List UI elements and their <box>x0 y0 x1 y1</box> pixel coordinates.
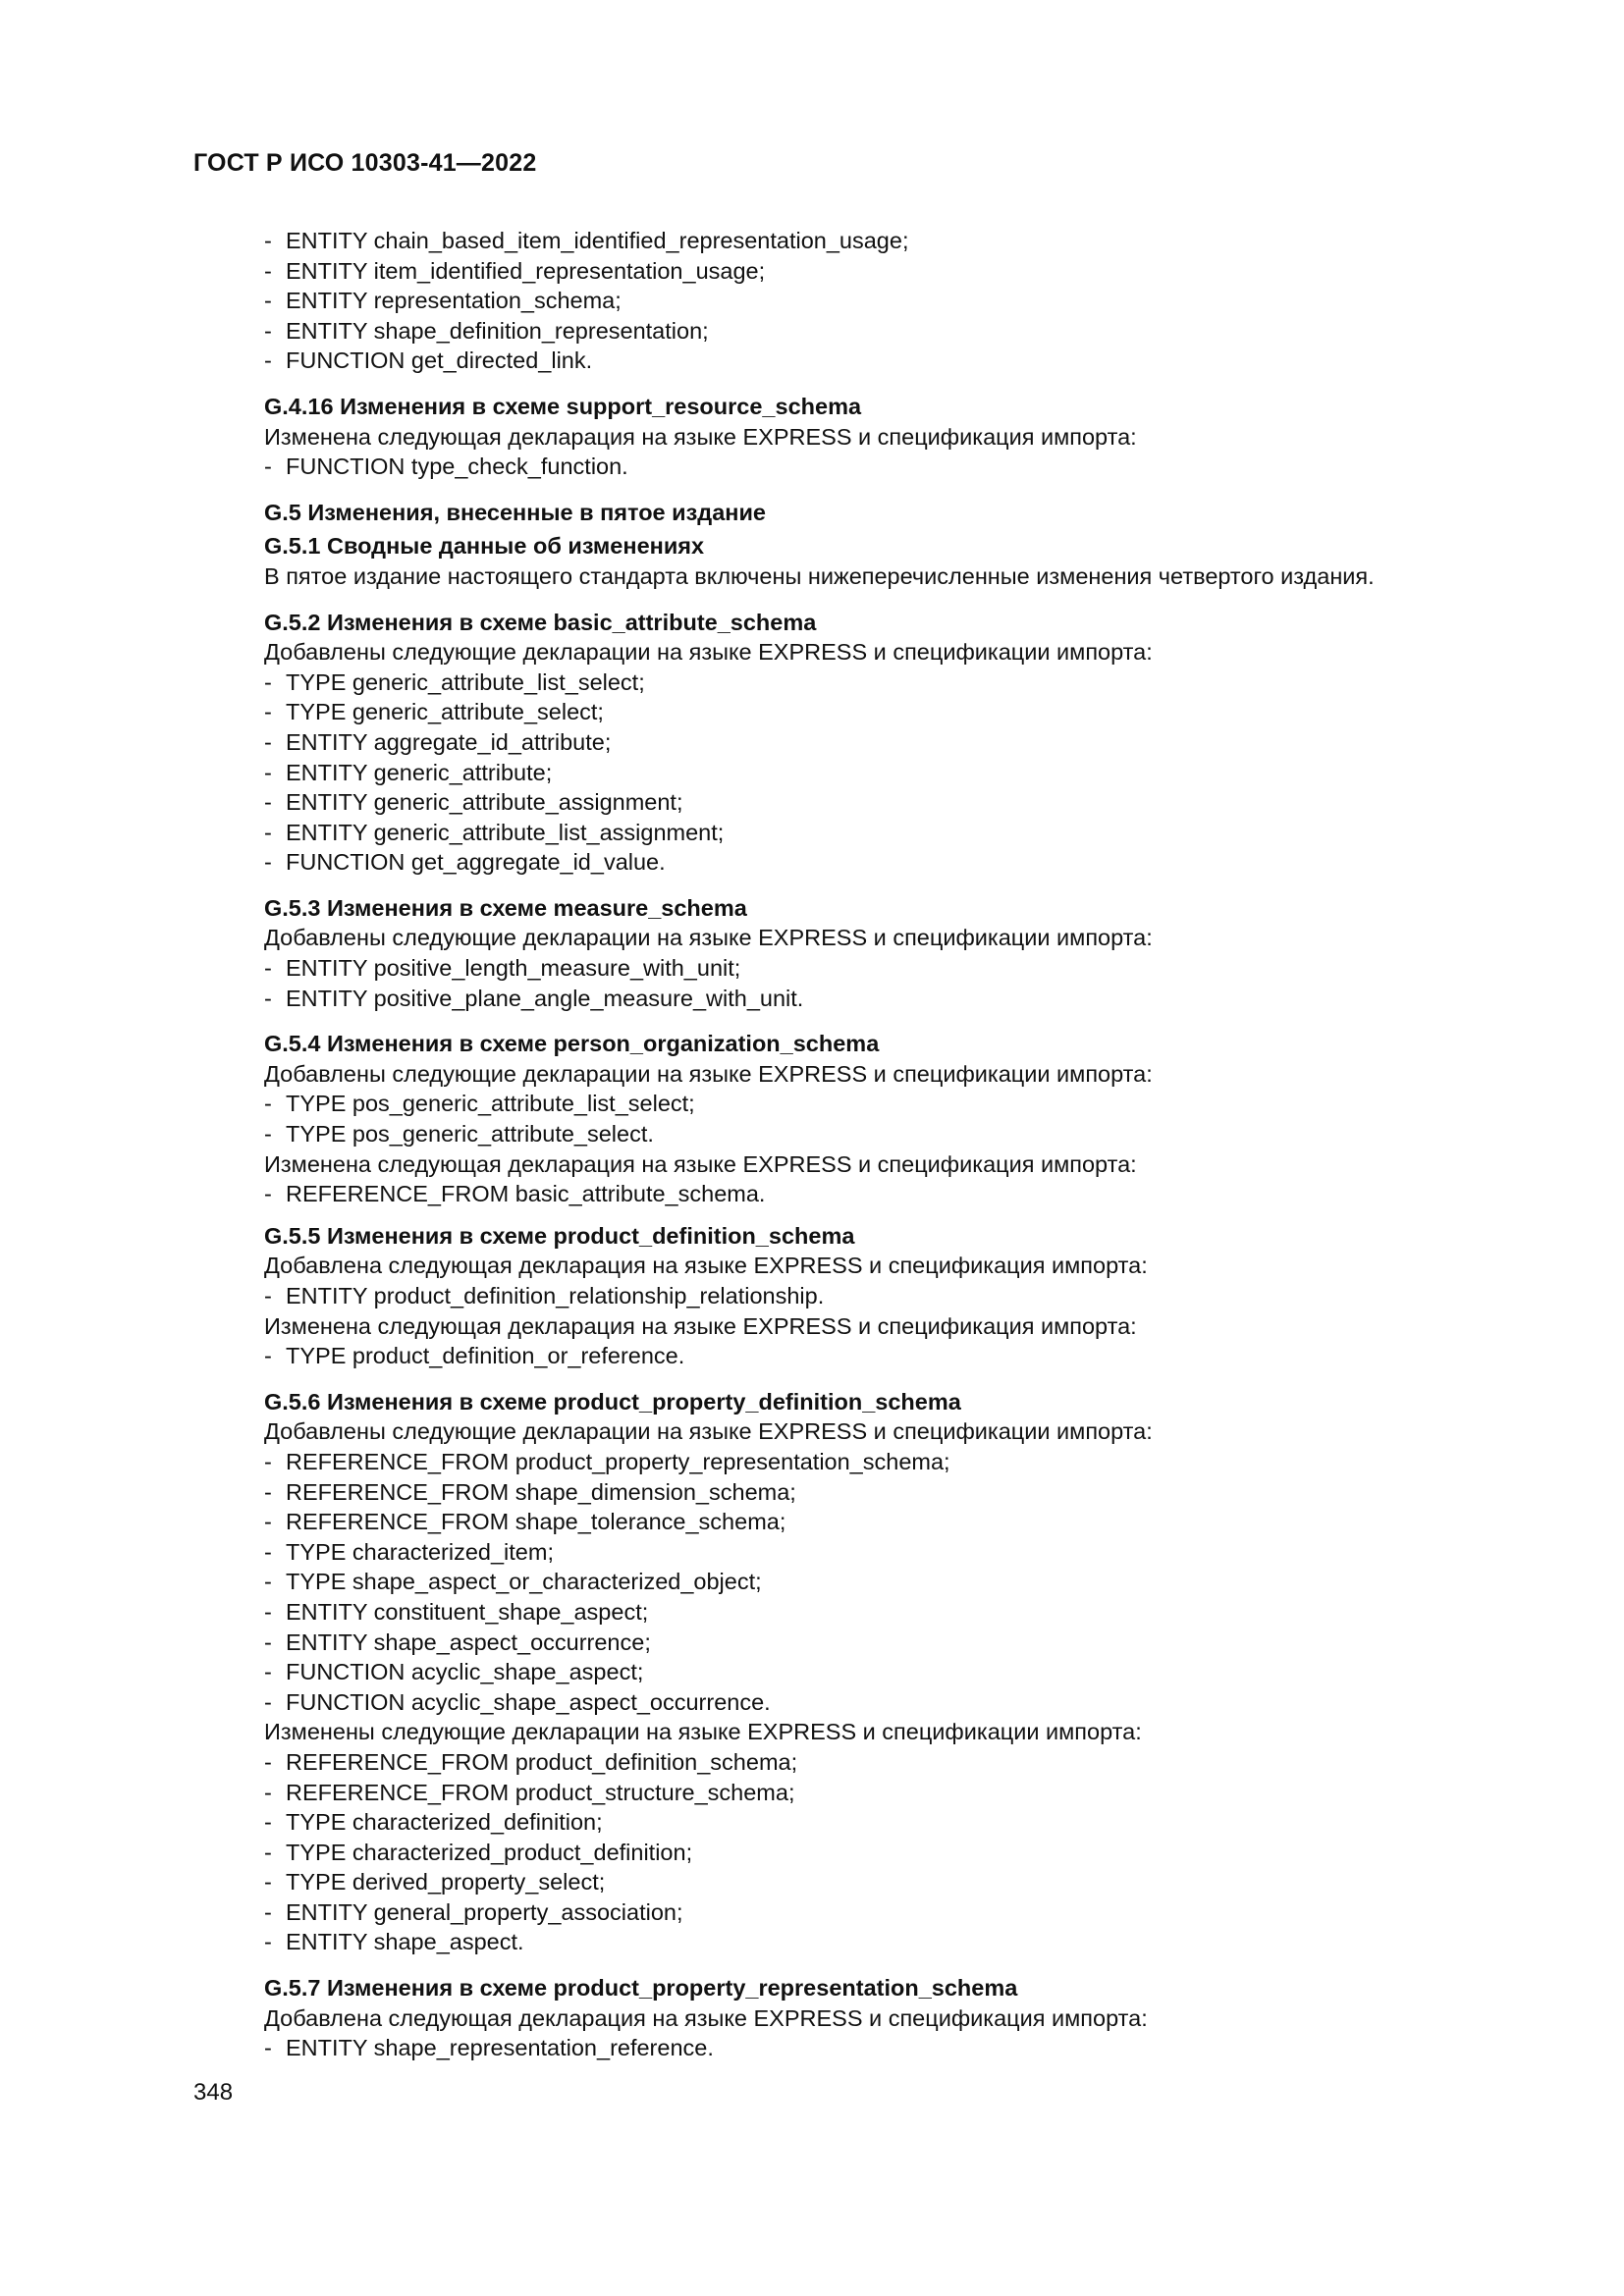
list-item-text: ENTITY representation_schema; <box>286 288 622 314</box>
list-dash: - <box>264 1748 272 1775</box>
section-heading-g51: G.5.1 Сводные данные об изменениях <box>264 533 705 560</box>
list-dash: - <box>264 1538 272 1565</box>
list-item-text: ENTITY general_property_association; <box>286 1898 683 1925</box>
list-item-text: ENTITY shape_representation_reference. <box>286 2035 714 2061</box>
paragraph: Изменены следующие декларации на языке EXPRESS и спецификации импорта: <box>264 1719 1142 1745</box>
list-item <box>264 256 1472 287</box>
list-item-text: TYPE characterized_item; <box>286 1538 554 1565</box>
list-item <box>264 818 1472 848</box>
paragraph: Добавлена следующая декларация на языке EXPRESS и спецификация импорта: <box>264 2004 1148 2031</box>
list-dash: - <box>264 1629 272 1655</box>
list-item-text: ENTITY shape_definition_representation; <box>286 317 709 344</box>
list-item-text: TYPE pos_generic_attribute_select. <box>286 1121 654 1148</box>
list-item-text: TYPE characterized_definition; <box>286 1809 603 1836</box>
list-item <box>264 1447 1472 1477</box>
list-item-text: ENTITY shape_aspect_occurrence; <box>286 1629 651 1655</box>
list-item <box>264 1597 1472 1628</box>
list-dash: - <box>264 1869 272 1896</box>
list-item-text: REFERENCE_FROM product_definition_schema; <box>286 1748 798 1775</box>
list-dash: - <box>264 347 272 374</box>
list-dash: - <box>264 257 272 284</box>
list-item <box>264 1281 1472 1311</box>
section-heading-g56: G.5.6 Изменения в схеме product_property_definition_schema <box>264 1388 961 1415</box>
paragraph: В пятое издание настоящего стандарта включены нижеперечисленные изменения четвертого издания. <box>264 562 1375 589</box>
list-dash: - <box>264 1688 272 1715</box>
list-item <box>264 1567 1472 1597</box>
list-item-text: ENTITY shape_aspect. <box>286 1929 524 1955</box>
list-item <box>264 1179 1472 1209</box>
list-item <box>264 667 1472 698</box>
list-item <box>264 1628 1472 1658</box>
list-dash: - <box>264 1181 272 1207</box>
document-body <box>264 226 1472 2063</box>
section-heading-g54: G.5.4 Изменения в схеме person_organization_schema <box>264 1031 880 1057</box>
list-item <box>264 226 1472 256</box>
list-item-text: ENTITY aggregate_id_attribute; <box>286 728 612 755</box>
list-item-text: TYPE characterized_product_definition; <box>286 1839 693 1865</box>
list-dash: - <box>264 985 272 1011</box>
list-dash: - <box>264 454 272 480</box>
paragraph: Изменена следующая декларация на языке EXPRESS и спецификация импорта: <box>264 1312 1137 1339</box>
paragraph: Добавлена следующая декларация на языке EXPRESS и спецификация импорта: <box>264 1253 1148 1279</box>
list-item-text: REFERENCE_FROM shape_tolerance_schema; <box>286 1509 786 1535</box>
page-number: 348 <box>193 2079 234 2106</box>
list-item-text: REFERENCE_FROM product_property_representation_schema; <box>286 1448 950 1474</box>
list-dash: - <box>264 1343 272 1369</box>
list-item <box>264 787 1472 818</box>
list-item-text: TYPE generic_attribute_select; <box>286 699 604 725</box>
list-dash: - <box>264 1779 272 1805</box>
list-item <box>264 697 1472 727</box>
list-item-text: TYPE derived_property_select; <box>286 1869 606 1896</box>
list-item <box>264 1119 1472 1149</box>
list-item <box>264 1867 1472 1897</box>
list-item-text: TYPE pos_generic_attribute_list_select; <box>286 1091 695 1117</box>
document-header: ГОСТ Р ИСО 10303-41—2022 <box>193 149 537 177</box>
list-item <box>264 316 1472 347</box>
list-dash: - <box>264 1509 272 1535</box>
list-dash: - <box>264 317 272 344</box>
paragraph: Добавлены следующие декларации на языке EXPRESS и спецификации импорта: <box>264 639 1153 666</box>
list-dash: - <box>264 1121 272 1148</box>
paragraph: Изменена следующая декларация на языке EXPRESS и спецификация импорта: <box>264 1150 1137 1177</box>
list-item <box>264 1341 1472 1371</box>
list-item-text: ENTITY generic_attribute_assignment; <box>286 789 683 816</box>
list-item-text: ENTITY chain_based_item_identified_representation_usage; <box>286 228 909 253</box>
list-dash: - <box>264 1898 272 1925</box>
list-item <box>264 1089 1472 1119</box>
list-dash: - <box>264 2035 272 2061</box>
list-item <box>264 452 1472 482</box>
list-item <box>264 1687 1472 1718</box>
list-dash: - <box>264 1283 272 1308</box>
list-dash: - <box>264 668 272 695</box>
list-dash: - <box>264 1809 272 1836</box>
list-item <box>264 1807 1472 1838</box>
list-dash: - <box>264 759 272 785</box>
list-dash: - <box>264 955 272 982</box>
list-item-text: REFERENCE_FROM product_structure_schema; <box>286 1779 795 1805</box>
section-heading-g52: G.5.2 Изменения в схеме basic_attribute_schema <box>264 609 817 635</box>
list-item <box>264 2033 1472 2063</box>
list-item <box>264 1897 1472 1928</box>
list-item-text: FUNCTION type_check_function. <box>286 454 628 480</box>
list-item-text: FUNCTION acyclic_shape_aspect; <box>286 1659 644 1685</box>
list-item-text: ENTITY generic_attribute_list_assignment; <box>286 819 725 845</box>
paragraph: Добавлены следующие декларации на языке EXPRESS и спецификации импорта: <box>264 1060 1153 1087</box>
list-dash: - <box>264 819 272 845</box>
list-item <box>264 1838 1472 1868</box>
list-item <box>264 1778 1472 1808</box>
section-heading-g57: G.5.7 Изменения в схеме product_property_representation_schema <box>264 1975 1018 2002</box>
section-heading-g53: G.5.3 Изменения в схеме measure_schema <box>264 894 747 921</box>
list-item-text: ENTITY product_definition_relationship_relationship. <box>286 1283 825 1308</box>
list-item-text: REFERENCE_FROM basic_attribute_schema. <box>286 1181 766 1207</box>
paragraph: Изменена следующая декларация на языке EXPRESS и спецификация импорта: <box>264 423 1137 450</box>
list-item <box>264 984 1472 1014</box>
list-item <box>264 1747 1472 1778</box>
list-dash: - <box>264 699 272 725</box>
list-dash: - <box>264 728 272 755</box>
list-dash: - <box>264 849 272 876</box>
list-dash: - <box>264 1569 272 1595</box>
list-item <box>264 758 1472 788</box>
paragraph: Добавлены следующие декларации на языке EXPRESS и спецификации импорта: <box>264 925 1153 951</box>
section-heading-g5: G.5 Изменения, внесенные в пятое издание <box>264 499 766 525</box>
list-item <box>264 847 1472 878</box>
list-item-text: TYPE product_definition_or_reference. <box>286 1343 685 1369</box>
list-item-text: FUNCTION get_directed_link. <box>286 347 593 374</box>
list-dash: - <box>264 1448 272 1474</box>
list-item <box>264 727 1472 758</box>
section-heading-g416: G.4.16 Изменения в схеме support_resource_schema <box>264 393 862 419</box>
list-item <box>264 1927 1472 1957</box>
list-item <box>264 1507 1472 1537</box>
list-item-text: FUNCTION get_aggregate_id_value. <box>286 849 666 876</box>
list-item <box>264 286 1472 316</box>
list-dash: - <box>264 1091 272 1117</box>
list-item-text: TYPE shape_aspect_or_characterized_object; <box>286 1569 762 1595</box>
list-item-text: REFERENCE_FROM shape_dimension_schema; <box>286 1478 796 1505</box>
list-item-text: ENTITY positive_length_measure_with_unit; <box>286 955 741 982</box>
list-dash: - <box>264 1839 272 1865</box>
list-dash: - <box>264 789 272 816</box>
list-item-text: ENTITY generic_attribute; <box>286 759 553 785</box>
list-item <box>264 1477 1472 1508</box>
list-item <box>264 953 1472 984</box>
list-item <box>264 1657 1472 1687</box>
list-dash: - <box>264 1929 272 1955</box>
list-item-text: ENTITY item_identified_representation_usage; <box>286 257 766 284</box>
list-dash: - <box>264 1659 272 1685</box>
list-item-text: ENTITY constituent_shape_aspect; <box>286 1598 649 1625</box>
list-item <box>264 346 1472 376</box>
list-dash: - <box>264 1598 272 1625</box>
list-dash: - <box>264 228 272 253</box>
paragraph: Добавлены следующие декларации на языке EXPRESS и спецификации импорта: <box>264 1418 1153 1445</box>
list-dash: - <box>264 288 272 314</box>
list-item <box>264 1537 1472 1568</box>
list-dash: - <box>264 1478 272 1505</box>
list-item-text: TYPE generic_attribute_list_select; <box>286 668 645 695</box>
list-item-text: FUNCTION acyclic_shape_aspect_occurrence. <box>286 1688 771 1715</box>
list-item-text: ENTITY positive_plane_angle_measure_with_unit. <box>286 985 804 1011</box>
section-heading-g55: G.5.5 Изменения в схеме product_definition_schema <box>264 1222 855 1249</box>
